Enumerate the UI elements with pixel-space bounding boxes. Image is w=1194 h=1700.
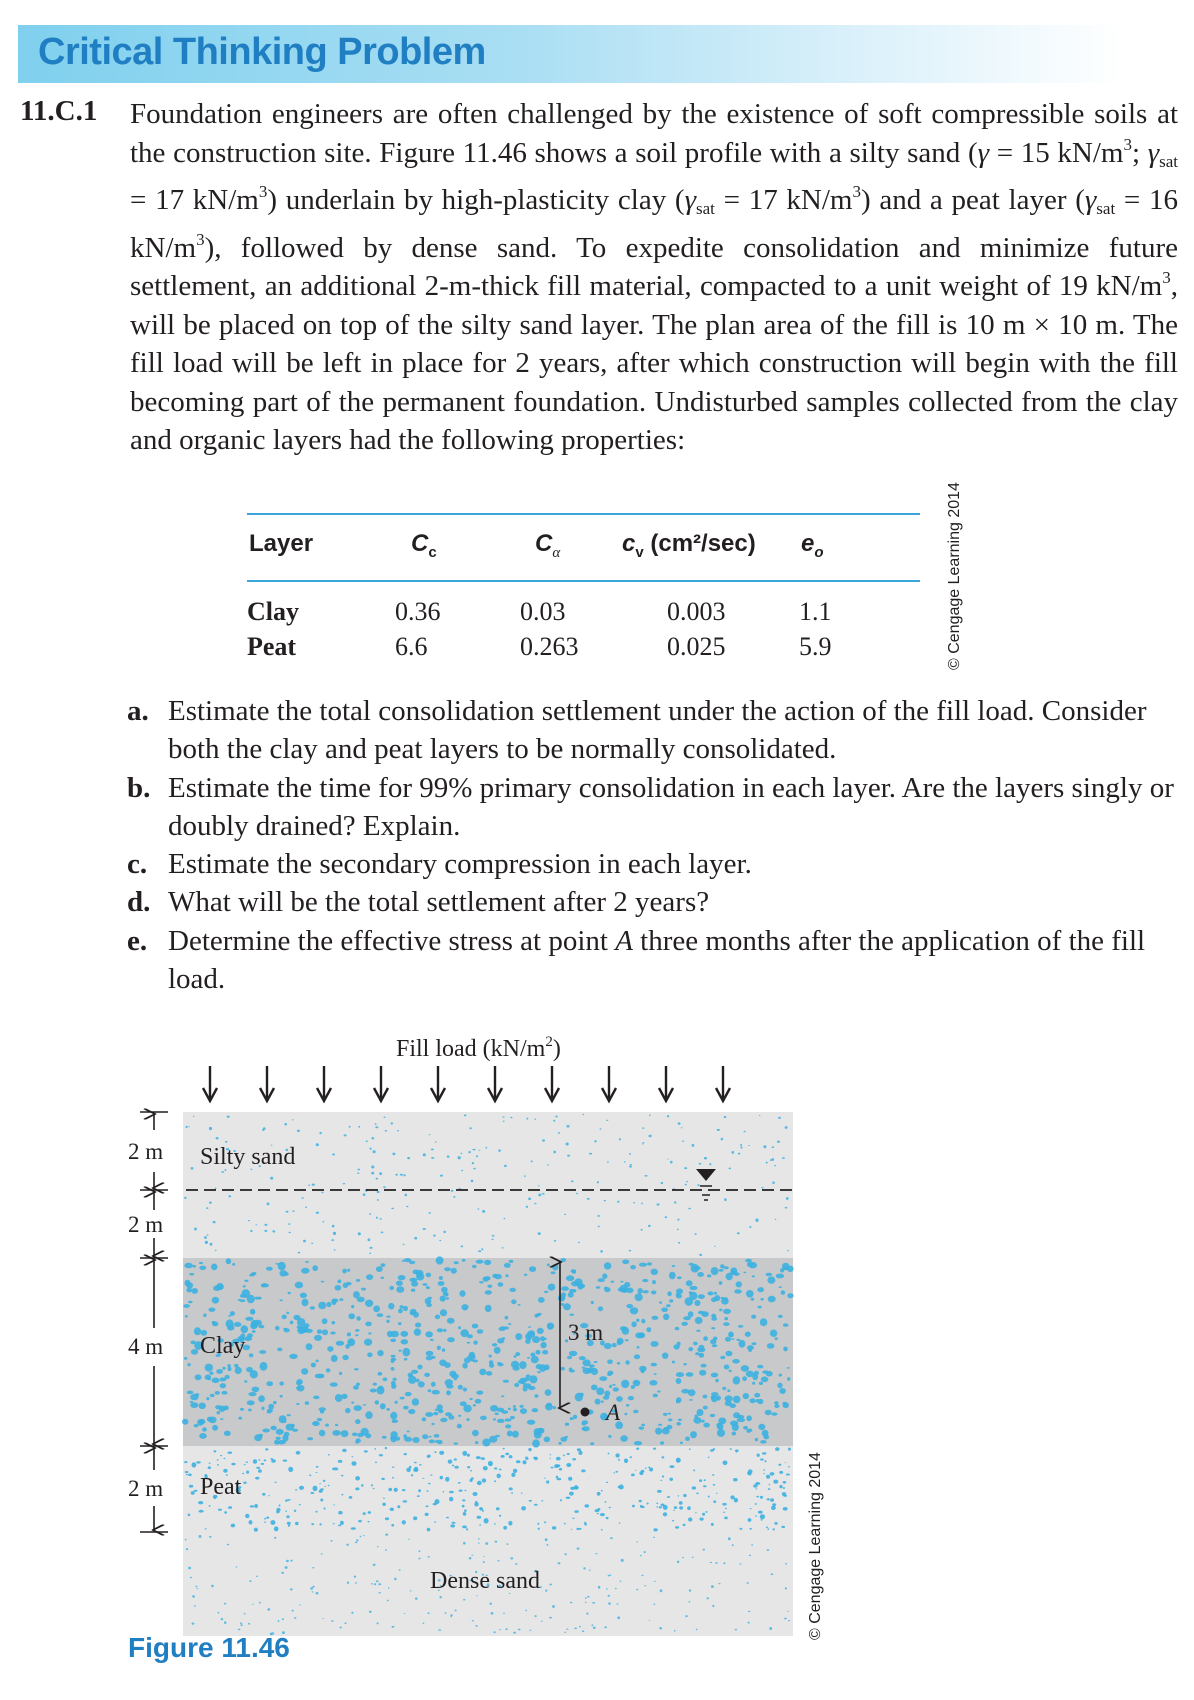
question-item: d. What will be the total settlement after 2 years? xyxy=(127,886,710,919)
dim-silty-sand-upper: 2 m xyxy=(128,1139,164,1164)
col-header-cv: $c_v$ (cm²/sec) xyxy=(622,530,756,561)
dim-clay: 4 m xyxy=(128,1334,164,1359)
table-cell-ca: 0.03 xyxy=(520,597,566,626)
col-header-layer: Layer xyxy=(249,530,314,557)
dim-silty-sand-lower: 2 m xyxy=(128,1212,164,1237)
depth-label-a: 3 m xyxy=(568,1320,604,1345)
dim-peat: 2 m xyxy=(128,1476,164,1501)
table-cell-cv: 0.003 xyxy=(667,597,726,626)
dimension-lines xyxy=(140,1112,168,1532)
question-list xyxy=(127,692,1177,998)
figure-caption: Figure 11.46 xyxy=(128,1632,290,1663)
table-cell-ca: 0.263 xyxy=(520,632,579,661)
table-top-rule xyxy=(247,513,920,515)
table-cell-cc: 0.36 xyxy=(395,597,441,626)
question-item: b. Estimate the time for 99% primary consolidation in each layer. Are the layers singly or doubly drained? Explain. xyxy=(127,771,1174,842)
silty-sand-layer xyxy=(183,1112,793,1258)
col-header-e0: $e_o$ xyxy=(801,530,824,561)
point-a-marker xyxy=(581,1408,590,1417)
fill-load-arrows xyxy=(203,1066,730,1101)
question-item: a. Estimate the total consolidation settlement under the action of the fill load. Consider both the clay and peat layers to be normally consolidated. xyxy=(127,695,1147,766)
question-item: e. Determine the effective stress at point A three months after the application of the fill load. xyxy=(127,924,1146,996)
label-silty-sand: Silty sand xyxy=(200,1144,296,1170)
section-header xyxy=(18,25,1124,83)
col-header-ca: $C_\alpha$ xyxy=(535,530,561,561)
question-item: c. Estimate the secondary compression in each layer. xyxy=(127,848,752,881)
point-a-label: A xyxy=(606,1400,621,1425)
table-cell-e0: 1.1 xyxy=(799,597,832,626)
table-cell-layer: Clay xyxy=(247,597,299,626)
problem-number: 11.C.1 xyxy=(20,95,98,127)
table-cell-cc: 6.6 xyxy=(395,632,428,661)
col-header-cc: $C_c$ xyxy=(411,530,437,561)
table-cell-cv: 0.025 xyxy=(667,632,726,661)
table-cell-e0: 5.9 xyxy=(799,632,832,661)
table-cell-layer: Peat xyxy=(247,632,297,661)
table-header-rule xyxy=(247,580,920,582)
label-peat: Peat xyxy=(200,1474,242,1500)
fill-load-label: Fill load $(kN/m^2)$ xyxy=(396,1034,561,1062)
soil-profile-figure xyxy=(0,1020,1194,1700)
section-title: Critical Thinking Problem xyxy=(38,31,486,73)
problem-text: Foundation engineers are often challenged by the existence of soft compressible soils at the construction site. Figure 11.46 shows a soil profile with a silty sand (γ = 15 $kN/m^3$; $\gamma_{sat} = 17$ $kN/m^3$) underlain by high-plasticity clay ($\gamma_{sat} = 17$ $kN/m^3$) and a peat layer ($\gamma_{sat} = 16$ $kN/m^3$), followed by dense sand. To expedite consolidation and minimize future settlement, an additional 2-m-thick fill material, compacted to a unit weight of 19 $kN/m^3$, will be placed on top of the silty sand layer. The plan area of the fill is 10 m × 10 m. The fill load will be left in place for 2 years, after which construction will begin with the fill becoming part of the permanent foundation. Undisturbed samples collected from the clay and organic layers had the following properties: xyxy=(130,98,1179,456)
table-credit: © Cengage Learning 2014 xyxy=(946,482,963,670)
figure-credit: © Cengage Learning 2014 xyxy=(807,1452,824,1640)
label-dense-sand: Dense sand xyxy=(430,1568,540,1594)
label-clay: Clay xyxy=(200,1333,246,1359)
